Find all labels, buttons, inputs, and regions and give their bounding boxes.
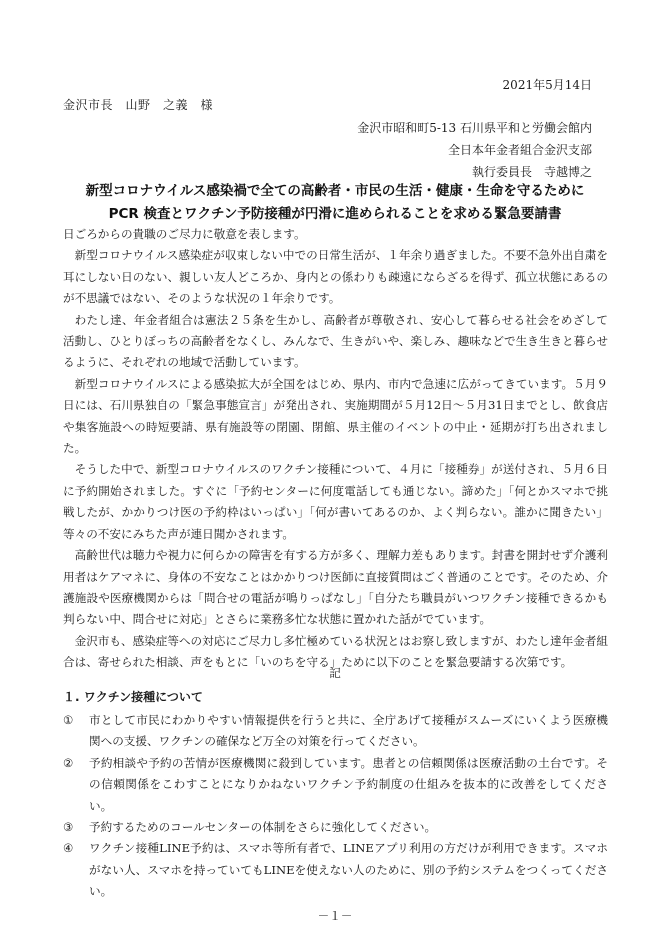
item-number: ③ bbox=[63, 820, 74, 835]
item-number: ② bbox=[63, 755, 74, 770]
list-item bbox=[63, 838, 608, 902]
section-title: １. ワクチン接種について bbox=[63, 690, 203, 704]
title-line-2: PCR 検査とワクチン予防接種が円滑に進められることを求める緊急要請書 bbox=[108, 206, 562, 222]
addressee: 金沢市長 山野 之義 様 bbox=[63, 98, 214, 112]
sender-organization: 全日本年金者組合金沢支部 bbox=[447, 143, 592, 157]
list-item bbox=[63, 710, 608, 753]
paragraph: そうした中で、新型コロナウイルスのワクチン接種について、４月に「接種券」が送付され、５月６日に予約開始されました。すぐに「予約センターに何度電話しても通じない。諦めた」「何とかスマホで挑戦したが、かかりつけ医の予約枠はいっぱい」「何が書いてあるのか、よく判らない。誰かに聞きたい」等々の不安にみちた声が連日聞かされます。 bbox=[63, 462, 608, 541]
greeting: 日ごろからの貴職のご尽力に敬意を表します。 bbox=[63, 227, 306, 241]
paragraph: わたし達、年金者組合は憲法２５条を生かし、高齢者が尊敬され、安心して暮らせる社会をめざして活動し、ひとりぼっちの高齢者をなくし、みんなで、生きがいや、楽しみ、趣味などで生き生きと暮らせるように、それぞれの地域で活動しています。 bbox=[63, 312, 608, 370]
item-number: ④ bbox=[63, 841, 74, 856]
paragraph: 高齢世代は聴力や視力に何らかの障害を有する方が多く、理解力差もあります。封書を開封せず介護利用者はケアマネに、身体の不安なことはかかりつけ医師に直接質問はごく普通のことです。そのため、介護施設や医療機関からは「問合せの電話が鳴りっぱなし」「自分たち職員がいつワクチン接種できるかも判らない中、問合せに対応」とさらに業務多忙な状態に置かれた話がでています。 bbox=[63, 548, 608, 627]
sender-name: 執行委員長 寺越博之 bbox=[471, 165, 592, 179]
item-text: 市として市民にわかりやすい情報提供を行うと共に、全庁あげて接種がスムーズにいくよう医療機関への支援、ワクチンの確保など万全の対策を行ってください。 bbox=[89, 713, 608, 749]
document-title bbox=[0, 180, 670, 226]
list-item bbox=[63, 753, 608, 817]
paragraph: 金沢市も、感染症等への対応にご尽力し多忙極めている状況とはお察し致しますが、わたし達年金者組合は、寄せられた相談、声をもとに「いのちを守る」ために以下のことを緊急要請する次第です。 bbox=[63, 633, 608, 670]
document-body bbox=[63, 224, 608, 674]
sender-address: 金沢市昭和町5-13 石川県平和と労働会館内 bbox=[357, 121, 592, 135]
list-item bbox=[63, 817, 608, 838]
request-list bbox=[63, 710, 608, 903]
item-number: ① bbox=[63, 713, 74, 727]
item-text: ワクチン接種LINE予約は、スマホ等所有者で、LINEアプリ利用の方だけが利用できます。スマホがない人、スマホを持っていてもLINEを使えない人のために、別の予約システムをつくってください。 bbox=[89, 841, 608, 899]
item-text: 予約するためのコールセンターの体制をさらに強化してください。 bbox=[89, 820, 437, 835]
item-text: 予約相談や予約の苦情が医療機関に殺到しています。患者との信頼関係は医療活動の土台です。その信頼関係をこわすことになりかねないワクチン予約制度の仕組みを抜本的に改善をしてください。 bbox=[89, 755, 608, 813]
document-date: 2021年5月14日 bbox=[502, 78, 592, 92]
paragraph: 新型コロナウイルス感染症が収束しない中での日常生活が、１年余り過ぎました。不要不急外出自粛を耳にしない日のない、親しい友人どころか、身内との係わりも疎遠にならざるを得ず、孤立状態にあるのが不思議ではない、そのような状況の１年余りです。 bbox=[63, 248, 608, 306]
title-line-1: 新型コロナウイルス感染禍で全ての高齢者・市民の生活・健康・生命を守るために bbox=[85, 183, 585, 199]
paragraph: 新型コロナウイルスによる感染拡大が全国をはじめ、県内、市内で急速に広がってきています。５月９日には、石川県独自の「緊急事態宣言」が発出され、実施期間が５月12日～５月31日までとし、飲食店や集客施設への時短要請、県有施設等の閉園、閉館、県主催のイベントの中止・延期が打ち出されました。 bbox=[63, 376, 608, 456]
sender-block bbox=[357, 117, 592, 183]
ki-heading: 記 bbox=[329, 666, 341, 680]
page-number: －１－ bbox=[317, 909, 353, 923]
